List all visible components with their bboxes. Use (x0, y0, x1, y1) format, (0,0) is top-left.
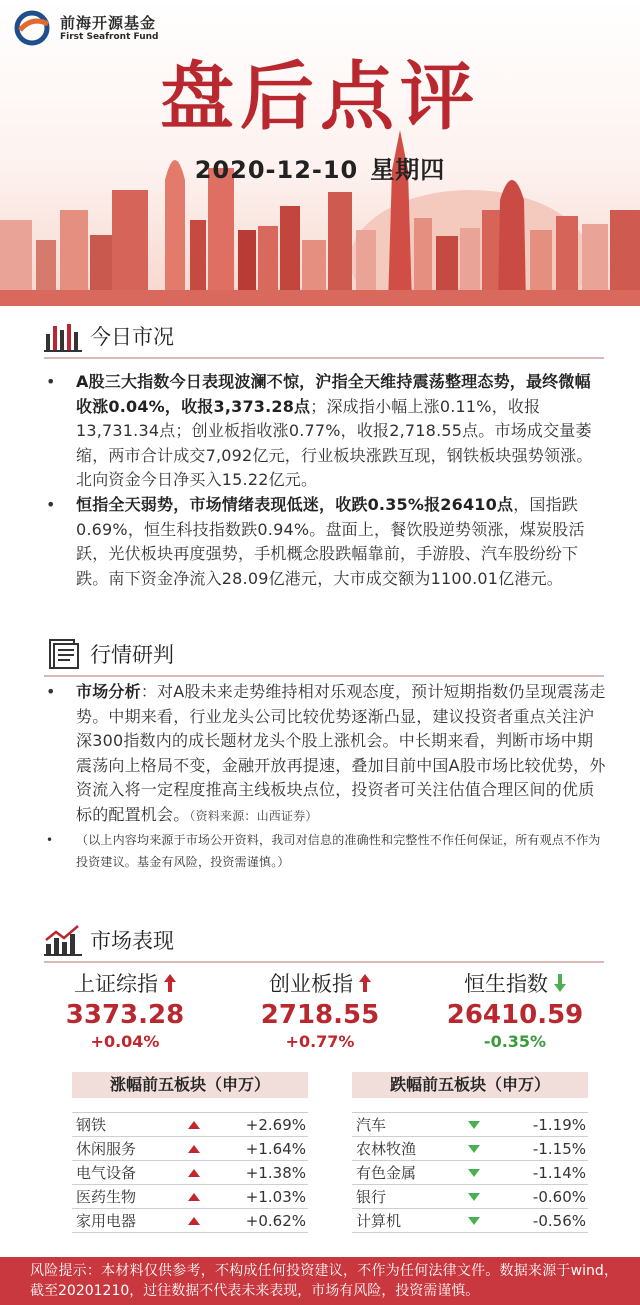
sector-name: 钢铁 (76, 1116, 107, 1134)
index-card-chinext (235, 968, 405, 1051)
sector-name: 银行 (356, 1188, 387, 1206)
index-summary (40, 968, 600, 1051)
table-row (352, 1137, 588, 1161)
risk-disclaimer-footer: 风险提示：本材料仅供参考，不构成任何投资建议，不作为任何法律文件。数据来源于wind，截至20201210，过往数据不代表未来表现，市场有风险，投资需谨慎。 (0, 1257, 640, 1305)
triangle-down-icon (468, 1169, 480, 1177)
table-row (72, 1137, 308, 1161)
index-card-hangseng (430, 968, 600, 1051)
triangle-down-icon (468, 1145, 480, 1153)
page-title: 盘后点评 (160, 54, 480, 140)
disclaimer-note: （以上内容均来源于市场公开资料，我司对信息的准确性和完整性不作任何保证，所有观点不作为投资建议。基金有风险，投资需谨慎。） (76, 832, 601, 869)
triangle-up-icon (188, 1121, 200, 1129)
analysis-label: 市场分析 (76, 682, 141, 701)
list-item: • （以上内容均来源于市场公开资料，我司对信息的准确性和完整性不作任何保证，所有观点不作为投资建议。基金有风险，投资需谨慎。） (46, 829, 606, 873)
sector-name: 电气设备 (76, 1164, 137, 1182)
analysis-source: （资料来源：山西证券） (189, 808, 318, 823)
sector-change: +1.38% (245, 1163, 306, 1182)
index-value: 2718.55 (260, 1000, 380, 1030)
sector-change: -1.14% (532, 1163, 586, 1182)
list-item: • A股三大指数今日表现波澜不惊，沪指全天维持震荡整理态势，最终微幅收涨0.04%，收报3,373.28点；深成指小幅上涨0.11%，收报13,731.34点；创业板指收涨0.77%，收报2,718.55点。市场成交量萎缩，两市合计成交7,092亿元，行业板块涨跌互现，钢铁板块强势领涨。北向资金今日净买入15.22亿元。 (46, 372, 593, 490)
section-header-today (44, 320, 174, 352)
triangle-up-icon (188, 1169, 200, 1177)
section-divider (44, 357, 604, 359)
sector-name: 汽车 (356, 1116, 387, 1134)
triangle-down-icon (468, 1193, 480, 1201)
sector-change: +2.69% (245, 1115, 306, 1134)
triangle-down-icon (468, 1121, 480, 1129)
section-title-today: 今日市况 (90, 325, 174, 349)
arrow-down-icon (554, 974, 566, 992)
index-name: 上证综指 (74, 972, 158, 996)
triangle-up-icon (188, 1145, 200, 1153)
triangle-down-icon (468, 1217, 480, 1225)
report-weekday: 星期四 (370, 156, 446, 184)
top-gainers-table (72, 1072, 308, 1233)
sector-name: 有色金属 (356, 1164, 417, 1182)
table-row (352, 1209, 588, 1233)
brand-name-cn: 前海开源基金 (60, 13, 157, 32)
section-divider (44, 675, 604, 677)
table-row (72, 1209, 308, 1233)
analysis-text: ：对A股未来走势维持相对乐观态度，预计短期指数仍呈现震荡走势。中期来看，行业龙头公司比较优势逐渐凸显，建议投资者重点关注沪深300指数内的成长题材龙头个股上涨机会。中长期来看，判断市场中期震荡向上格局不变，金融开放再提速，叠加目前中国A股市场比较优势，外资流入将一定程度推高主线板块点位，投资者可关注估值合理区间的优质标的配置机会。 (76, 682, 606, 824)
bullet-text: ，国指跌0.69%，恒生科技指数跌0.94%。盘面上，餐饮股逆势领涨，煤炭股活跃，光伏板块再度强势，手机概念股跌幅靠前，手游股、汽车股纷纷下跌。南下资金净流入28.09亿港元，大市成交额为1100.01亿港元。 (76, 494, 585, 588)
sector-change: -1.19% (532, 1115, 586, 1134)
section-title-market: 市场表现 (90, 929, 174, 953)
sector-name: 医药生物 (76, 1188, 137, 1206)
table-row (72, 1113, 308, 1137)
table-title: 跌幅前五板块（申万） (352, 1072, 588, 1098)
index-change: +0.77% (285, 1032, 355, 1051)
index-change: -0.35% (483, 1032, 547, 1051)
top-losers-table (352, 1072, 588, 1233)
sector-name: 计算机 (356, 1212, 402, 1230)
arrow-up-icon (164, 974, 176, 992)
bar-chart-icon (44, 320, 84, 352)
sector-change: -1.15% (532, 1139, 586, 1158)
list-item: • 恒指全天弱势，市场情绪表现低迷，收跌0.35%报26410点，国指跌0.69%，恒生科技指数跌0.94%。盘面上，餐饮股逆势领涨，煤炭股活跃，光伏板块再度强势，手机概念股跌幅靠前，手游股、汽车股纷纷下跌。南下资金净流入28.09亿港元，大市成交额为1100.01亿港元。 (46, 494, 585, 588)
sector-change: +1.03% (245, 1187, 306, 1206)
index-name: 创业板指 (269, 972, 353, 996)
list-item: • 市场分析：对A股未来走势维持相对乐观态度，预计短期指数仍呈现震荡走势。中期来看，行业龙头公司比较优势逐渐凸显，建议投资者重点关注沪深300指数内的成长题材龙头个股上涨机会。中长期来看，判断市场中期震荡向上格局不变，金融开放再提速，叠加目前中国A股市场比较优势，外资流入将一定程度推高主线板块点位，投资者可关注估值合理区间的优质标的配置机会。（资料来源：山西证券） (46, 682, 606, 824)
sector-name: 休闲服务 (76, 1140, 137, 1158)
section-title-analysis: 行情研判 (90, 643, 174, 667)
table-row (72, 1161, 308, 1185)
sector-change: +0.62% (245, 1211, 306, 1230)
index-card-shanghai (40, 968, 210, 1051)
index-name: 恒生指数 (464, 972, 548, 996)
table-row (352, 1113, 588, 1137)
analysis-bullet-list (46, 680, 606, 873)
sector-name: 农林牧渔 (356, 1140, 417, 1158)
company-logo-icon (14, 10, 54, 46)
document-icon (44, 638, 84, 670)
arrow-up-icon (359, 974, 371, 992)
sector-change: +1.64% (245, 1139, 306, 1158)
bullet-highlight: A股三大指数今日表现波澜不惊，沪指全天维持震荡整理态势，最终微幅收涨0.04%，收报3,373.28点 (76, 372, 591, 416)
sector-change: -0.60% (532, 1187, 586, 1206)
table-row (72, 1185, 308, 1209)
bullet-highlight: 恒指全天弱势，市场情绪表现低迷，收跌0.35%报26410点 (76, 494, 514, 514)
sector-name: 家用电器 (76, 1212, 137, 1230)
today-bullet-list (46, 370, 606, 591)
section-header-market (44, 924, 174, 956)
section-divider (44, 961, 604, 963)
index-value: 3373.28 (65, 1000, 185, 1030)
section-header-analysis (44, 638, 174, 670)
table-row (352, 1185, 588, 1209)
report-date: 2020-12-10 (194, 156, 359, 184)
bullet-text: ；深成指小幅上涨0.11%，收报13,731.34点；创业板指收涨0.77%，收报2,718.55点。市场成交量萎缩，两市合计成交7,092亿元，行业板块涨跌互现，钢铁板块强势领涨。北向资金今日净买入15.22亿元。 (76, 396, 593, 490)
report-date-line (0, 150, 640, 185)
triangle-up-icon (188, 1217, 200, 1225)
index-value: 26410.59 (446, 1000, 584, 1030)
triangle-up-icon (188, 1193, 200, 1201)
sector-change: -0.56% (532, 1211, 586, 1230)
index-change: +0.04% (90, 1032, 160, 1051)
brand-logo (14, 10, 158, 46)
header-banner (0, 0, 640, 306)
table-row (352, 1161, 588, 1185)
brand-name-en: First Seafront Fund (60, 31, 159, 42)
trend-chart-icon (44, 924, 84, 956)
table-title: 涨幅前五板块（申万） (72, 1072, 308, 1098)
